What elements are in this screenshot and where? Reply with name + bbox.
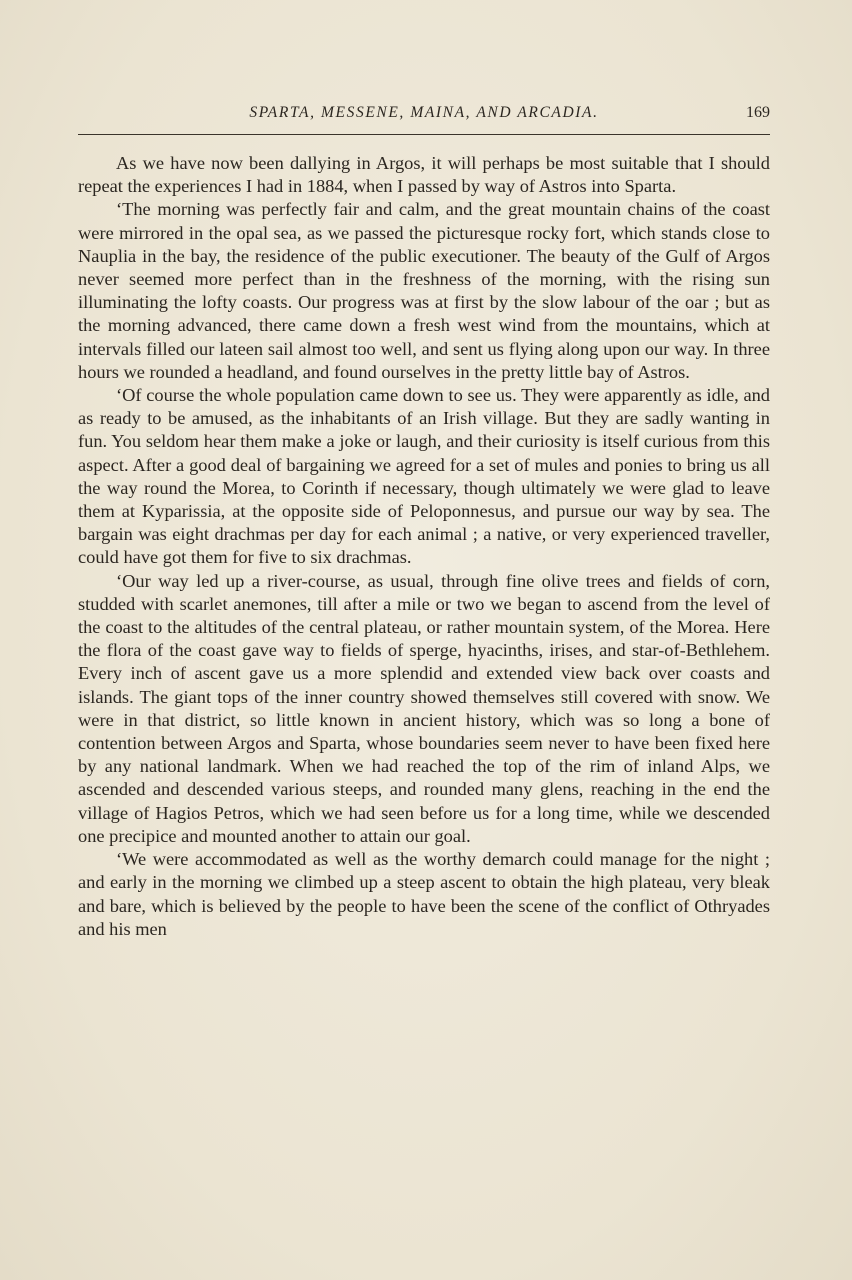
running-head — [78, 104, 770, 128]
running-title: SPARTA, MESSENE, MAINA, AND ARCADIA. — [249, 104, 599, 121]
paragraph: ‘Our way led up a river-course, as usual, through fine olive trees and fields of corn, studded with scarlet anemones, till after a mile or two we began to ascend from the level of the coast to the altitudes of the central plateau, or rather mountain system, of the Morea. Here the flora of the coast gave way to fields of sperge, hyacinths, irises, and star-of-Bethlehem. Every inch of ascent gave us a more splendid and extended view back over coasts and islands. The giant tops of the inner country showed themselves still covered with snow. We were in that district, so little known in ancient history, which was so long a bone of contention between Argos and Sparta, whose boundaries seem never to have been fixed here by any national landmark. When we had reached the top of the rim of inland Alps, we ascended and descended various steeps, and rounded many glens, reaching in the end the village of Hagios Petros, which we had seen before us for a long time, while we descended one precipice and mounted another to attain our goal. — [78, 570, 770, 846]
paragraph: As we have now been dallying in Argos, it will perhaps be most suitable that I should repeat the experiences I had in 1884, when I passed by way of Astros into Sparta. — [78, 153, 770, 197]
header-rule — [78, 134, 770, 135]
paragraph: ‘We were accommodated as well as the worthy demarch could manage for the night ; and early in the morning we climbed up a steep ascent to obtain the high plateau, very bleak and bare, which is believed by the people to have been the scene of the conflict of Othryades and his men — [78, 849, 770, 939]
page-number: 169 — [746, 104, 770, 121]
body-text — [78, 152, 770, 941]
paragraph: ‘Of course the whole population came down to see us. They were apparently as idle, and as ready to be amused, as the inhabitants of an Irish village. But they are sadly wanting in fun. You seldom hear them make a joke or laugh, and their curiosity is itself curious from this aspect. After a good deal of bargaining we agreed for a set of mules and ponies to bring us all the way round the Morea, to Corinth if necessary, though ultimately we were glad to leave them at Kyparissia, at the opposite side of Peloponnesus, and pursue our way by sea. The bargain was eight drachmas per day for each animal ; a native, or very experienced traveller, could have got them for five to six drachmas. — [78, 385, 770, 568]
paragraph: ‘The morning was perfectly fair and calm, and the great mountain chains of the coast were mirrored in the opal sea, as we passed the picturesque rocky fort, which stands close to Nauplia in the bay, the residence of the public executioner. The beauty of the Gulf of Argos never seemed more perfect than in the freshness of the morning, with the rising sun illuminating the lofty coasts. Our progress was at first by the slow labour of the oar ; but as the morning advanced, there came down a fresh west wind from the mountains, which at intervals filled our lateen sail almost too well, and sent us flying along upon our way. In three hours we rounded a headland, and found ourselves in the pretty little bay of Astros. — [78, 199, 770, 382]
